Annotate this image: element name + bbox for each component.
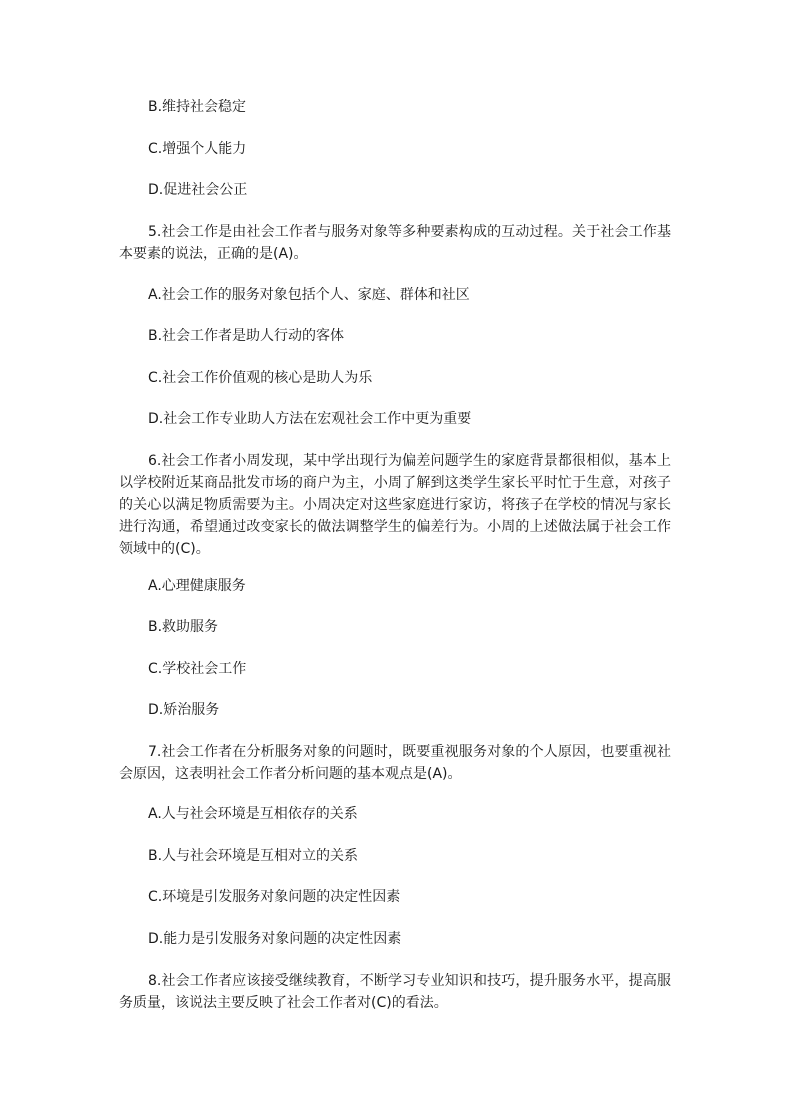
q7-option-a: A.人与社会环境是互相依存的关系 (148, 806, 358, 822)
q7-option-d: D.能力是引发服务对象问题的决定性因素 (148, 931, 402, 947)
q4-option-b: B.维持社会稳定 (148, 99, 247, 115)
q6-stem: 6.社会工作者小周发现，某中学出现行为偏差问题学生的家庭背景都很相似，基本上以学校附近某商品批发市场的商户为主，小周了解到这类学生家长平时忙于生意，对孩子的关心以满足物质需要为主。小周决定对这些家庭进行家访，将孩子在学校的情况与家长进行沟通，希望通过改变家长的做法调整学生的偏差行为。小周的上述做法属于社会工作领域中的(C)。 (119, 453, 671, 557)
q4-option-c: C.增强个人能力 (148, 141, 247, 157)
q6-option-d: D.矫治服务 (148, 702, 220, 718)
q6-option-b: B.救助服务 (148, 619, 219, 635)
q7-option-b: B.人与社会环境是互相对立的关系 (148, 848, 359, 864)
q5-option-d: D.社会工作专业助人方法在宏观社会工作中更为重要 (148, 411, 472, 427)
q6-option-a: A.心理健康服务 (148, 578, 246, 594)
q5-option-c: C.社会工作价值观的核心是助人为乐 (148, 370, 373, 386)
q8-stem: 8.社会工作者应该接受继续教育，不断学习专业知识和技巧，提升服务水平，提高服务质量，该说法主要反映了社会工作者对(C)的看法。 (119, 973, 671, 1011)
q4-option-d: D.促进社会公正 (148, 182, 248, 198)
q5-option-b: B.社会工作者是助人行动的客体 (148, 328, 345, 344)
q6-option-c: C.学校社会工作 (148, 661, 247, 677)
q5-stem: 5.社会工作是由社会工作者与服务对象等多种要素构成的互动过程。关于社会工作基本要素的说法，正确的是(A)。 (119, 224, 671, 262)
q5-option-a: A.社会工作的服务对象包括个人、家庭、群体和社区 (148, 287, 470, 303)
q7-option-c: C.环境是引发服务对象问题的决定性因素 (148, 889, 401, 905)
q7-stem: 7.社会工作者在分析服务对象的问题时，既要重视服务对象的个人原因，也要重视社会原因，这表明社会工作者分析问题的基本观点是(A)。 (119, 744, 671, 782)
